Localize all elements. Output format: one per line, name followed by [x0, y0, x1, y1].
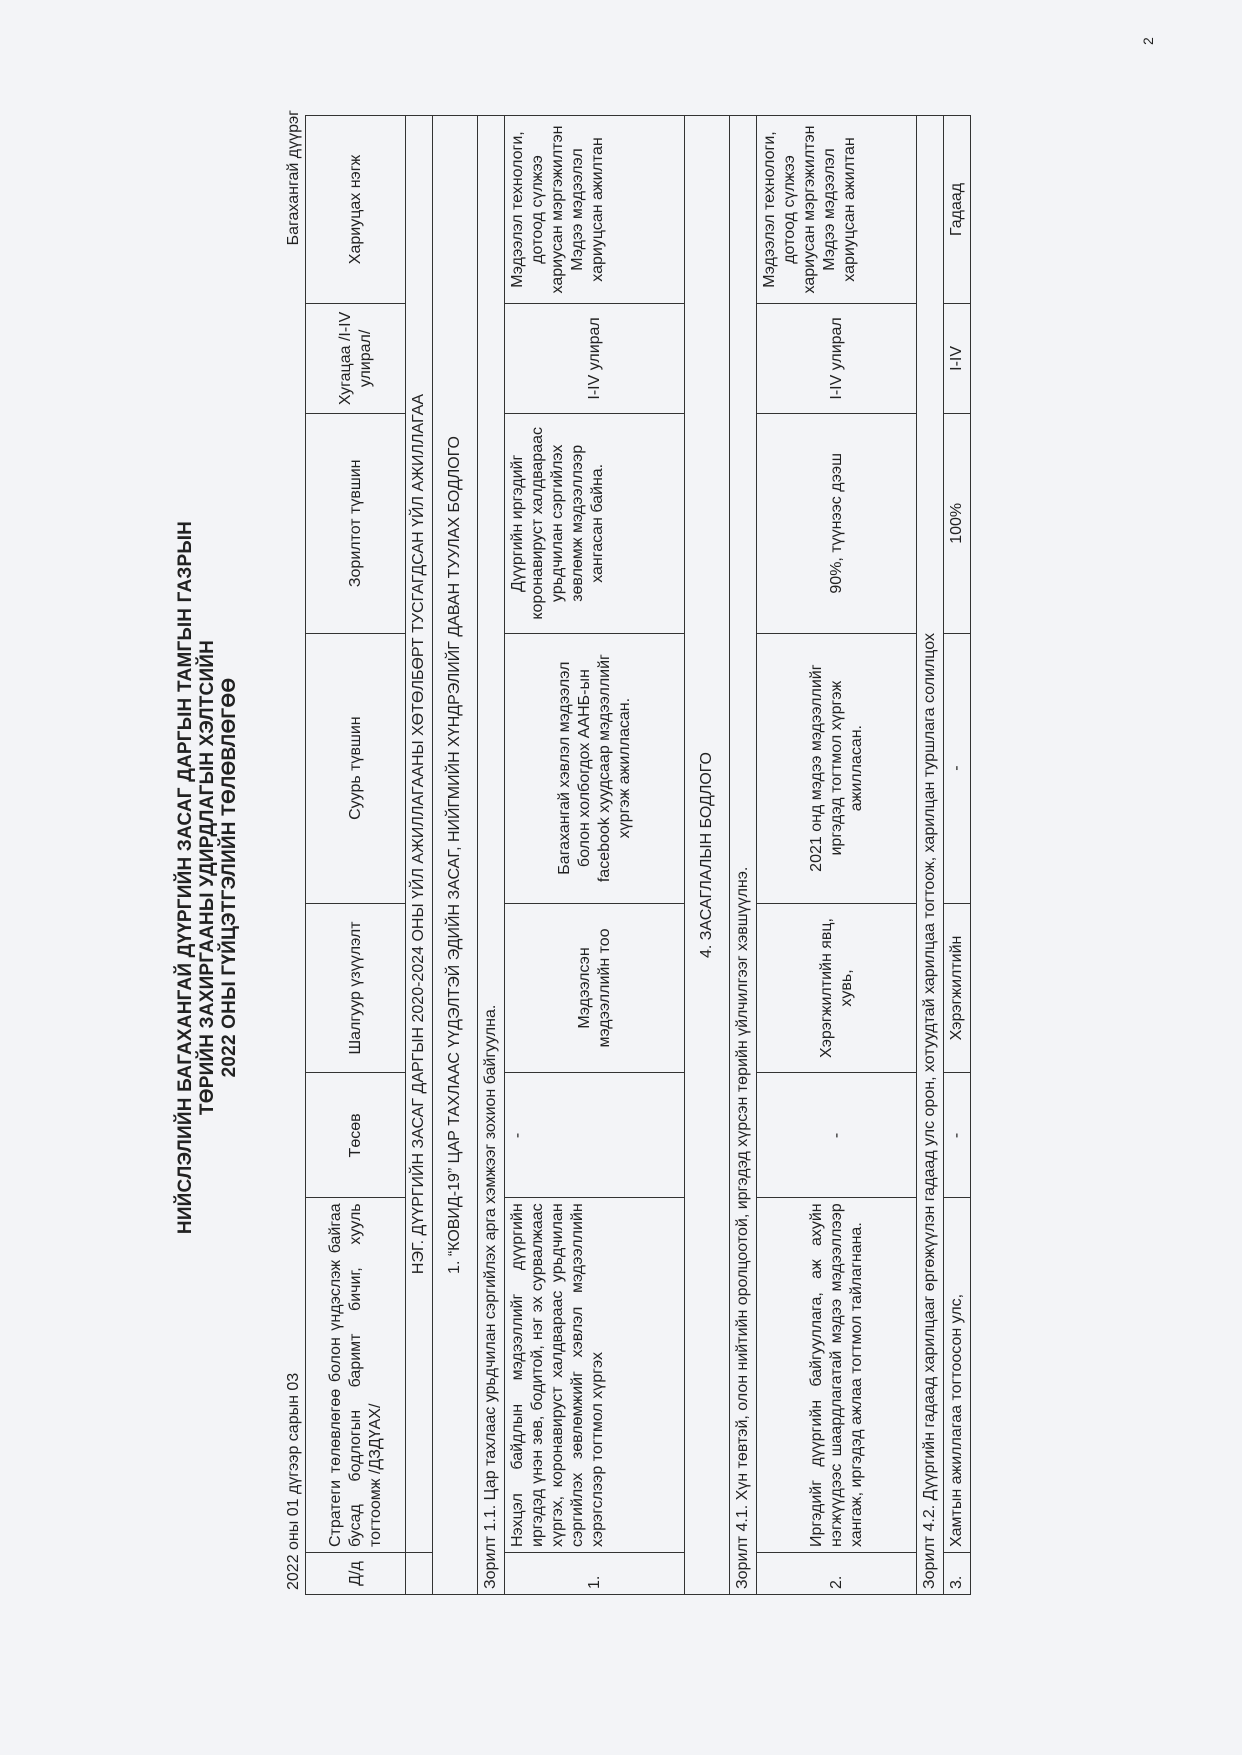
row1-baseline: Багахангай хэвлэл мэдээлэл болон холбогдох ААНБ-ын facebook хуудсаар мэдээллийг хүргэж ажилласан.: [505, 633, 685, 903]
row3-criteria: Хэрэгжилтийн: [944, 903, 971, 1073]
section-row: [685, 116, 730, 1595]
row2-no: 2.: [757, 1553, 917, 1595]
doc-place: Багахангай дүүрэг: [285, 110, 302, 246]
col-header-target: Зорилтот түвшин: [306, 413, 406, 633]
page-number: 2: [1140, 37, 1156, 45]
row3-activity: Хамтын ажиллагаа тогтоосон улс,: [944, 1198, 971, 1553]
plan-table: [305, 115, 971, 1595]
row1-budget: -: [505, 1073, 685, 1198]
col-header-responsible: Хариуцах нэгж: [306, 116, 406, 304]
row3-term: I-IV: [944, 303, 971, 413]
row2-activity: Иргэдийг дүүргийн байгууллага, аж ахуйн нэгжүүдээс шаардлагатай мэдээ мэдээллээр хангаж, иргэдэд ажлаа тогтмол тайлагнана.: [757, 1198, 917, 1553]
row1-no: 1.: [505, 1553, 685, 1595]
section-row: [406, 116, 433, 1595]
col-header-no: Д/д: [306, 1553, 406, 1595]
goal-row: [730, 116, 757, 1595]
goal-4-1: Зорилт 4.1. Хүн төвтэй, олон нийтийн оролцоотой, иргэдэд хүрсэн төрийн үйлчилгээг хэвшүүлнэ.: [730, 116, 757, 1595]
table-row: [757, 116, 917, 1595]
col-header-baseline: Суурь түвшин: [306, 633, 406, 903]
col-header-budget: Төсөв: [306, 1073, 406, 1198]
table-row: [505, 116, 685, 1595]
row3-baseline: -: [944, 633, 971, 903]
goal-4-2: Зорилт 4.2. Дүүргийн гадаад харилцааг өргөжүүлэн гадаад улс орон, хотуудтай харилцаа тогтоож, харилцан туршлага солилцох: [917, 116, 944, 1595]
row1-criteria: Мэдээлсэн мэдээллийн тоо: [505, 903, 685, 1073]
row1-responsible: Мэдээлэл технологи, дотоод сүлжээ хариусан мэргэжилтэн Мэдээ мэдээлэл хариуцсан ажилтан: [505, 116, 685, 304]
col-header-term: Хугацаа /I-IV улирал/: [306, 303, 406, 413]
col-header-criteria: Шалгуур үзүүлэлт: [306, 903, 406, 1073]
row3-budget: -: [944, 1073, 971, 1198]
doc-title-line3: 2022 ОНЫ ГҮЙЦЭТГЭЛИЙН ТӨЛӨВЛӨГӨӨ: [219, 677, 240, 1078]
col-header-strategy: Стратеги төлөвлөгөө болон үндэслэж байгаа бусад бодлогын баримт бичиг, хууль тогтоомж /ДЗДҮАХ/: [306, 1198, 406, 1553]
row3-responsible: Гадаад: [944, 116, 971, 304]
row1-activity: Нэхцэл байдлын мэдээллийг дүүргийн иргэдэд үнэн зөв, бодитой, нэг эх сурвалжаас хүргэх, коронавируст халдвараас урьдчилан сэргийлэх зөвлөмжийг хэвлэл мэдээллийн хэрэгслээр тогтмол хүргэх: [505, 1198, 685, 1553]
row2-baseline: 2021 онд мэдээ мэдээллийг иргэдэд тогтмол хүргэж ажилласан.: [757, 633, 917, 903]
table-row: [944, 116, 971, 1595]
goal-1-1: Зорилт 1.1. Цар тахлаас урьдчилан сэргийлэх арга хэмжээг зохион байгуулна.: [478, 116, 505, 1595]
row2-criteria: Хэрэгжилтийн явц, хувь,: [757, 903, 917, 1073]
row1-target: Дүүргийн иргэдийг коронавируст халдвараас урьдчилан сэргийлэх зөвлөмж мэдээллээр хангасан байна.: [505, 413, 685, 633]
row1-term: I-IV улирал: [505, 303, 685, 413]
doc-date: 2022 оны 01 дүгээр сарын 03: [285, 1372, 302, 1590]
row2-budget: -: [757, 1073, 917, 1198]
doc-title-line2: ТӨРИЙН ЗАХИРГААНЫ УДИРДЛАГЫН ХЭЛТСИЙН: [197, 639, 218, 1116]
section-policy1: 1. “КОВИД-19” ЦАР ТАХЛААС ҮҮДЭЛТЭЙ ЭДИЙН ЗАСАГ, НИЙГМИЙН ХҮНДРЭЛИЙГ ДАВАН ТУУЛАХ БОДЛОГО: [433, 116, 478, 1595]
doc-title-line1: НИЙСЛЭЛИЙН БАГАХАНГАЙ ДҮҮРГИЙН ЗАСАГ ДАРГЫН ТАМГЫН ГАЗРЫН: [175, 520, 196, 1235]
row2-term: I-IV улирал: [757, 303, 917, 413]
goal-row: [917, 116, 944, 1595]
section-program: НЭГ. ДҮҮРГИЙН ЗАСАГ ДАРГЫН 2020-2024 ОНЫ ҮЙЛ АЖИЛЛАГААНЫ ХӨТӨЛБӨРТ ТУСГАГДСАН ҮЙЛ АЖИЛЛАГАА: [406, 116, 433, 1553]
goal-row: [478, 116, 505, 1595]
row3-target: 100%: [944, 413, 971, 633]
row2-target: 90%, түүнээс дээш: [757, 413, 917, 633]
row2-responsible: Мэдээлэл технологи, дотоод сүлжээ хариусан мэргэжилтэн Мэдээ мэдээлэл хариуцсан ажилтан: [757, 116, 917, 304]
table-header-row: [306, 116, 406, 1595]
row3-no: 3.: [944, 1553, 971, 1595]
section-policy4: 4. ЗАСАГЛАЛЫН БОДЛОГО: [685, 116, 730, 1595]
section-row: [433, 116, 478, 1595]
